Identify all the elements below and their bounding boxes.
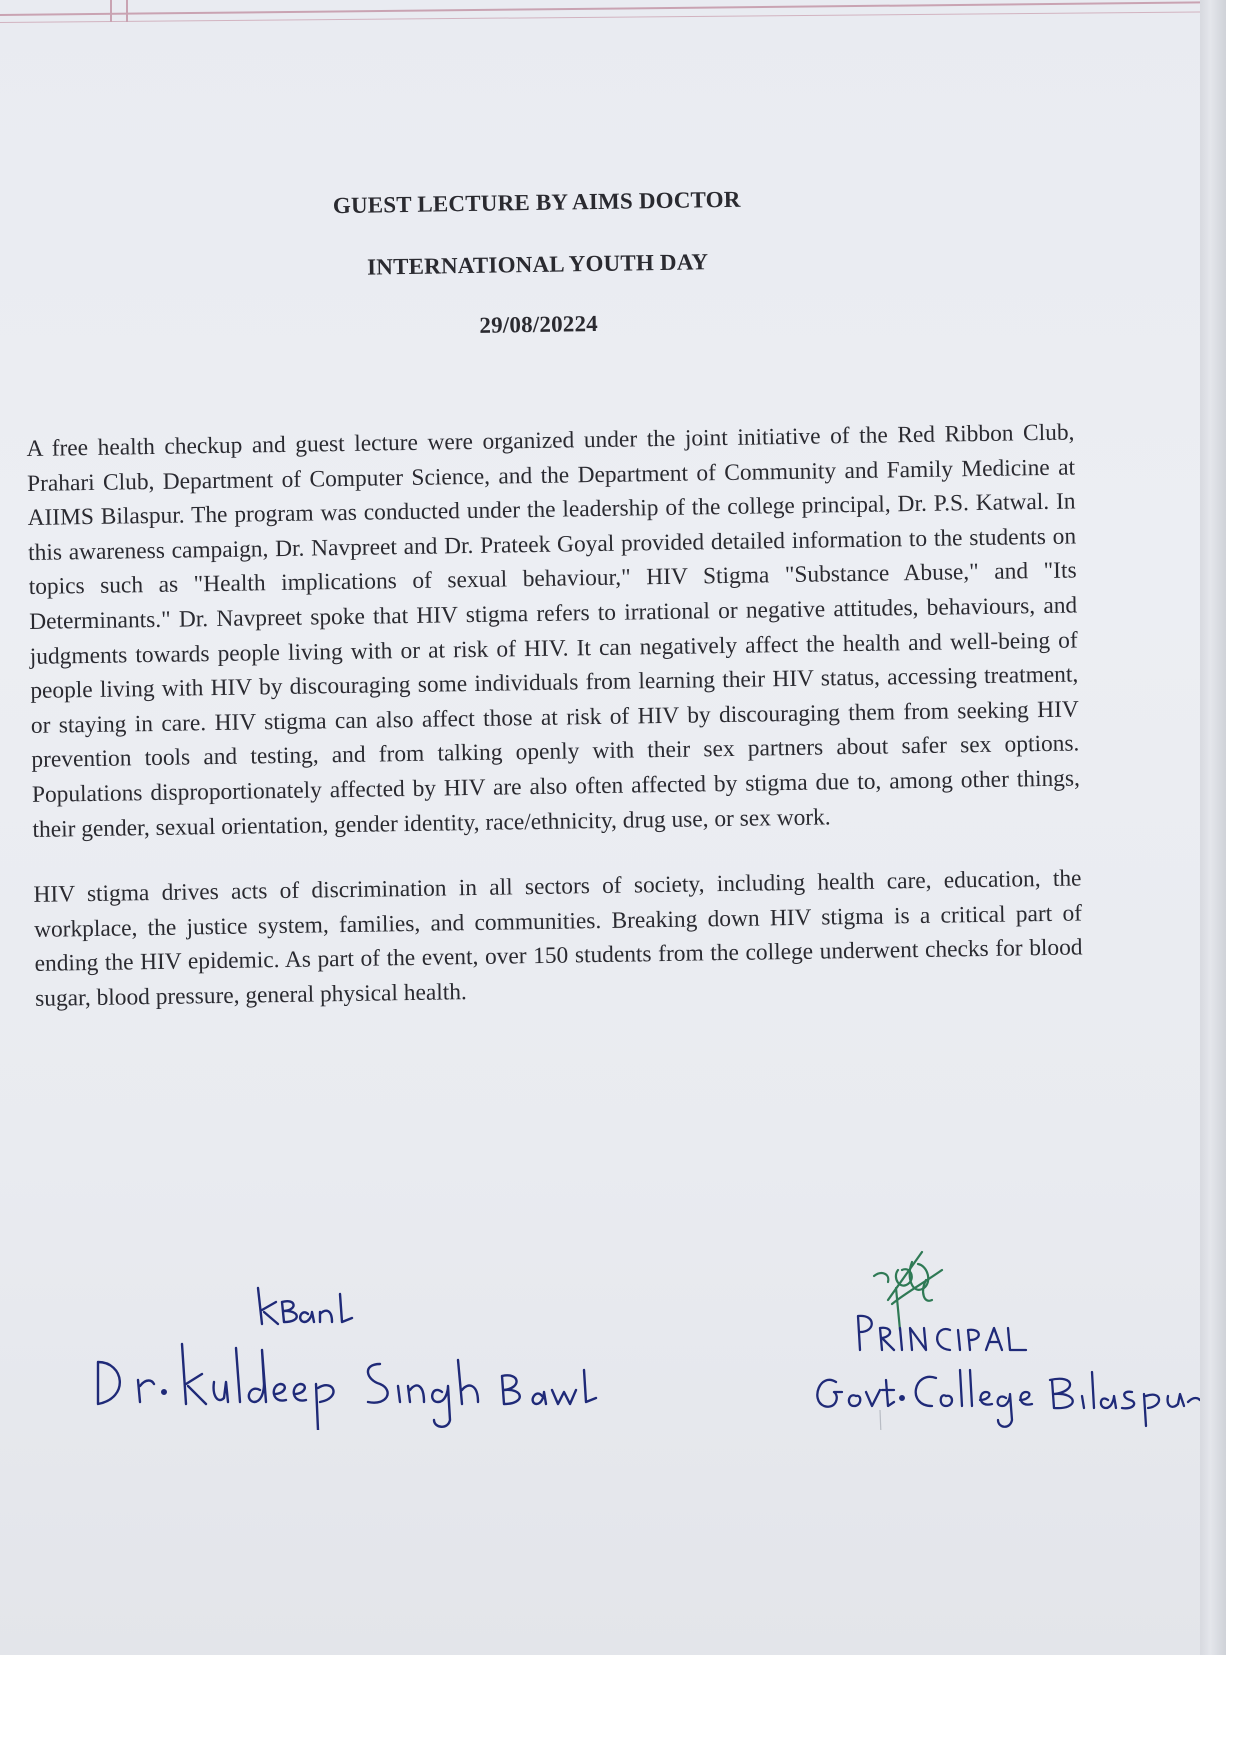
document-date: 29/08/20224: [479, 310, 599, 338]
document-body: [22, 144, 1083, 1012]
margin-tick: [126, 0, 128, 22]
paper-crease: [880, 1410, 882, 1430]
document-subtitle: INTERNATIONAL YOUTH DAY: [366, 249, 709, 280]
page-edge-shadow: [1200, 0, 1226, 1655]
left-signature: [90, 1280, 610, 1430]
document-title: GUEST LECTURE BY AIMS DOCTOR: [332, 186, 741, 219]
right-signature: [800, 1240, 1200, 1430]
principal-scribble: [874, 1252, 942, 1330]
body-paragraph-1: A free health checkup and guest lecture were organized under the joint initiative of the Red Ribbon Club, Prahari Club, Department of Computer Science, and the Department of Community and Family Medicine at AIIMS Bilaspur. The program was conducted under the leadership of the college principal, Dr. P.S. Katwal. In this awareness campaign, Dr. Navpreet and Dr. Prateek Goyal provided detailed information to the students on topics such as "Health implications of sexual behaviour," HIV Stigma "Substance Abuse," and "Its Determinants." Dr. Navpreet spoke that HIV stigma refers to irrational or negative attitudes, behaviours, and judgments towards people living with or at risk of HIV. It can negatively affect the health and well-being of people living with HIV by discouraging some individuals from learning their HIV status, accessing treatment, or staying in care. HIV stigma can also affect those at risk of HIV by discouraging them from seeking HIV prevention tools and testing, and from talking openly with their sex partners about safer sex options. Populations disproportionately affected by HIV are also often affected by stigma due to, among other things, their gender, sexual orientation, gender identity, race/ethnicity, drug use, or sex work.: [26, 419, 1081, 843]
body-paragraph-2: HIV stigma drives acts of discrimination in all sectors of society, including health care, education, the workplace, the justice system, families, and communities. Breaking down HIV stigma is a critical part of ending the HIV epidemic. As part of the event, over 150 students from the college underwent checks for blood sugar, blood pressure, general physical health.: [33, 865, 1083, 1012]
margin-tick: [110, 0, 112, 22]
